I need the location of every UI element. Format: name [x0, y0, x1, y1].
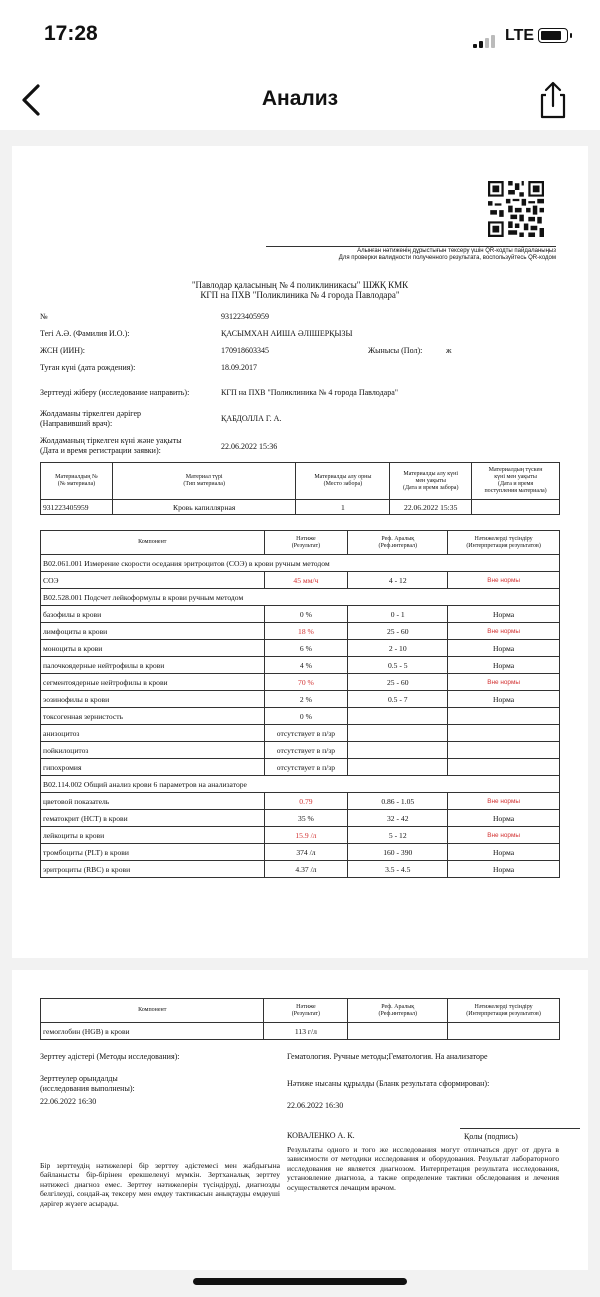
- reference-cell: 4 - 12: [348, 572, 448, 589]
- material-header-cell: Материалдың № (№ материала): [41, 463, 113, 500]
- iin-label: ЖСН (ИИН):: [40, 346, 85, 355]
- interpretation-cell: Вне нормы: [448, 674, 560, 691]
- result-cell: 18 %: [264, 623, 348, 640]
- result-row: [41, 793, 560, 810]
- result-row: [41, 759, 560, 776]
- component-cell: анизоцитоз: [41, 725, 265, 742]
- qr-code[interactable]: [488, 181, 544, 237]
- dob-label: Туған күні (дата рождения):: [40, 363, 136, 372]
- result-cell: отсутствует в п/зр: [264, 725, 348, 742]
- result-row: [41, 844, 560, 861]
- result-row: [41, 674, 560, 691]
- disclaimer-kk: Бір зерттеудің нәтижелері бір зерттеу әдістемесі мен жабдығына байланысты бір-бірінен ерекшеленуі мүмкін. Зертханалық зерттеу нәтижесі диагноз емес. Зерттеу нәтижелерін түсіндіруді, диагнозды белгілеуді, сондай-ақ тексеру мен емдеу тактикасын анықтауды емдеуші дәрігер жүзеге асырады.: [40, 1161, 280, 1208]
- result-row: [41, 606, 560, 623]
- material-table: [40, 462, 560, 515]
- results-header-cell: Нәтижелерді түсіндіру (Интерпретация результатов): [448, 531, 560, 555]
- result-row: [41, 640, 560, 657]
- result-cell: 113 г/л: [264, 1023, 348, 1040]
- interpretation-cell: [448, 742, 560, 759]
- reference-cell: 0.86 - 1.05: [348, 793, 448, 810]
- reference-cell: 0.5 - 5: [348, 657, 448, 674]
- component-cell: токсогенная зернистость: [41, 708, 265, 725]
- result-cell: 6 %: [264, 640, 348, 657]
- reference-cell: 5 - 12: [348, 827, 448, 844]
- clock: 17:28: [44, 22, 98, 45]
- section-title: B02.061.001 Измерение скорости оседания эритроцитов (СОЭ) в крови ручным методом: [41, 555, 560, 572]
- results-header-cell: Компонент: [41, 531, 265, 555]
- interpretation-cell: Норма: [448, 606, 560, 623]
- component-cell: сегментоядерные нейтрофилы в крови: [41, 674, 265, 691]
- result-row: [41, 572, 560, 589]
- material-cell: [472, 500, 560, 515]
- reference-cell: 3.5 - 4.5: [348, 861, 448, 878]
- reference-cell: 32 - 42: [348, 810, 448, 827]
- sent-to-value: КГП на ПХВ "Поликлиника № 4 города Павлодара": [221, 388, 399, 397]
- component-cell: тромбоциты (PLT) в крови: [41, 844, 265, 861]
- disclaimer-ru: Результаты одного и того же исследования могут отличаться друг от друга в зависимости от методики исследования и оборудования. Результат лабораторного исследования не является диагнозом. Интерпретация результата исследования, установление диагноза, а также определение тактики обследования и лечения осуществляется лечащим врачом.: [287, 1145, 559, 1192]
- interpretation-cell: Норма: [448, 657, 560, 674]
- interpretation-cell: Вне нормы: [448, 793, 560, 810]
- component-cell: гематокрит (HCT) в крови: [41, 810, 265, 827]
- interpretation-cell: Норма: [448, 640, 560, 657]
- document-page-1: [12, 146, 588, 958]
- component-cell: гипохромия: [41, 759, 265, 776]
- interpretation-cell: [448, 708, 560, 725]
- component-cell: гемоглобин (HGB) в крови: [41, 1023, 264, 1040]
- material-table-row: [41, 500, 560, 515]
- result-row: [41, 691, 560, 708]
- component-cell: пойкилоцитоз: [41, 742, 265, 759]
- results-table-body: [41, 555, 560, 878]
- home-indicator[interactable]: [193, 1278, 407, 1285]
- doctor-value: ҚАБДОЛЛА Г. А.: [221, 414, 282, 423]
- material-number-value: 931223405959: [221, 312, 269, 321]
- doctor-label-kk: Жолдаманы тіркелген дәрігер: [40, 409, 142, 418]
- reference-cell: [348, 759, 448, 776]
- results-header-cell: Компонент: [41, 999, 264, 1023]
- result-row: [41, 742, 560, 759]
- result-row: [41, 657, 560, 674]
- result-row: [41, 1023, 560, 1040]
- interpretation-cell: Норма: [448, 844, 560, 861]
- result-cell: отсутствует в п/зр: [264, 759, 348, 776]
- result-cell: 0.79: [264, 793, 348, 810]
- interpretation-cell: Вне нормы: [448, 572, 560, 589]
- result-cell: 0 %: [264, 708, 348, 725]
- component-cell: эритроциты (RBC) в крови: [41, 861, 265, 878]
- page-title: Анализ: [261, 87, 339, 110]
- results-table-continued: [40, 998, 560, 1040]
- dob-value: 18.09.2017: [221, 363, 257, 372]
- result-cell: 70 %: [264, 674, 348, 691]
- done-label-kk: Зерттеулер орындалды: [40, 1074, 118, 1083]
- results-table-header: [41, 531, 560, 555]
- material-header-cell: Материалдың түскен күні мен уақыты (Дата и время поступления материала): [472, 463, 560, 500]
- material-header-cell: Материалды алу орны (Место забора): [296, 463, 390, 500]
- methods-value: Гематология. Ручные методы;Гематология. На анализаторе: [287, 1052, 488, 1061]
- component-cell: цветовой показатель: [41, 793, 265, 810]
- result-cell: 4 %: [264, 657, 348, 674]
- document-page-2: [12, 970, 588, 1270]
- reference-cell: [348, 725, 448, 742]
- results-header-cell: Нәтижелерді түсіндіру (Интерпретация результатов): [448, 999, 560, 1023]
- reference-cell: 25 - 60: [348, 674, 448, 691]
- section-title: B02.528.001 Подсчет лейкоформулы в крови ручным методом: [41, 589, 560, 606]
- cellular-signal-icon: [473, 30, 497, 48]
- registration-label-ru: (Дата и время регистрации заявки):: [40, 446, 161, 455]
- reference-cell: 25 - 60: [348, 623, 448, 640]
- signature-line: [460, 1128, 580, 1129]
- section-row: [41, 589, 560, 606]
- status-bar: [0, 0, 600, 70]
- qr-note-kk: Алынған нәтиженің дұрыстығын тексеру үшін QR-кодты пайдаланыңыз: [266, 246, 556, 254]
- results-table-body: [41, 1023, 560, 1040]
- result-cell: 35 %: [264, 810, 348, 827]
- interpretation-cell: Вне нормы: [448, 827, 560, 844]
- component-cell: эозинофилы в крови: [41, 691, 265, 708]
- reference-cell: 2 - 10: [348, 640, 448, 657]
- interpretation-cell: Норма: [448, 691, 560, 708]
- component-cell: лимфоциты в крови: [41, 623, 265, 640]
- result-cell: отсутствует в п/зр: [264, 742, 348, 759]
- results-table: [40, 530, 560, 878]
- qr-note-ru: Для проверки валидности полученного результата, воспользуйтесь QR-кодом: [338, 255, 556, 261]
- doctor-label-ru: (Направивший врач):: [40, 419, 113, 428]
- reference-cell: [348, 708, 448, 725]
- result-cell: 374 /л: [264, 844, 348, 861]
- result-row: [41, 827, 560, 844]
- reference-cell: 0 - 1: [348, 606, 448, 623]
- result-row: [41, 623, 560, 640]
- component-cell: моноциты в крови: [41, 640, 265, 657]
- signature-label: Қолы (подпись): [464, 1132, 518, 1141]
- result-cell: 45 мм/ч: [264, 572, 348, 589]
- component-cell: базофилы в крови: [41, 606, 265, 623]
- navigation-bar: [0, 70, 600, 130]
- interpretation-cell: Норма: [448, 861, 560, 878]
- material-number-label: №: [40, 312, 48, 321]
- done-label-ru: (исследования выполнены):: [40, 1084, 135, 1093]
- results-header-cell: Реф. Аралық (Реф.интервал): [348, 999, 448, 1023]
- section-row: [41, 776, 560, 793]
- interpretation-cell: Вне нормы: [448, 623, 560, 640]
- interpretation-cell: [448, 725, 560, 742]
- material-cell: Кровь капиллярная: [112, 500, 296, 515]
- results-table-header: [41, 999, 560, 1023]
- component-cell: лейкоциты в крови: [41, 827, 265, 844]
- result-cell: 4.37 /л: [264, 861, 348, 878]
- component-cell: СОЭ: [41, 572, 265, 589]
- patient-name-label: Тегі А.Ә. (Фамилия И.О.):: [40, 329, 130, 338]
- result-cell: 2 %: [264, 691, 348, 708]
- result-row: [41, 725, 560, 742]
- battery-icon: [538, 28, 568, 43]
- interpretation-cell: [448, 759, 560, 776]
- component-cell: палочкоядерные нейтрофилы в крови: [41, 657, 265, 674]
- material-cell: 1: [296, 500, 390, 515]
- reference-cell: 0.5 - 7: [348, 691, 448, 708]
- network-type: LTE: [505, 27, 535, 44]
- material-header-cell: Материалды алу күні мен уақыты (Дата и время забора): [390, 463, 472, 500]
- result-row: [41, 810, 560, 827]
- results-header-cell: Нәтиже (Результат): [264, 999, 348, 1023]
- sent-to-label: Зерттеуді жіберу (исследование направить):: [40, 388, 190, 397]
- iin-value: 170918603345: [221, 346, 269, 355]
- blank-formed-label: Нәтиже нысаны құрылды (Бланк результата сформирован):: [287, 1079, 490, 1088]
- result-row: [41, 708, 560, 725]
- material-header-cell: Материал түрі (Тип материала): [112, 463, 296, 500]
- reference-cell: [348, 742, 448, 759]
- result-row: [41, 861, 560, 878]
- sex-value: ж: [446, 346, 452, 355]
- reference-cell: [348, 1023, 448, 1040]
- reference-cell: 160 - 390: [348, 844, 448, 861]
- blank-formed-value: 22.06.2022 16:30: [287, 1101, 344, 1110]
- executor-name: КОВАЛЕНКО А. К.: [287, 1131, 355, 1140]
- result-cell: 0 %: [264, 606, 348, 623]
- done-value: 22.06.2022 16:30: [40, 1097, 97, 1106]
- interpretation-cell: [448, 1023, 560, 1040]
- patient-name-value: ҚАСЫМХАН АИША ӘЛІШЕРҚЫЗЫ: [221, 329, 353, 338]
- section-row: [41, 555, 560, 572]
- organization-name-kk: "Павлодар қаласының № 4 поликлиникасы" ШЖҚ КМК: [191, 280, 409, 290]
- sex-label: Жынысы (Пол):: [368, 346, 423, 355]
- section-title: B02.114.002 Общий анализ крови 6 параметров на анализаторе: [41, 776, 560, 793]
- material-cell: 931223405959: [41, 500, 113, 515]
- material-cell: 22.06.2022 15:35: [390, 500, 472, 515]
- material-table-header: [41, 463, 560, 500]
- results-header-cell: Реф. Аралық (Реф.интервал): [348, 531, 448, 555]
- result-cell: 15.9 /л: [264, 827, 348, 844]
- results-header-cell: Нәтиже (Результат): [264, 531, 348, 555]
- methods-label: Зерттеу әдістері (Методы исследования):: [40, 1052, 180, 1061]
- share-icon[interactable]: [534, 80, 572, 120]
- registration-value: 22.06.2022 15:36: [221, 442, 278, 451]
- registration-label-kk: Жолдаманың тіркелген күні және уақыты: [40, 436, 182, 445]
- interpretation-cell: Норма: [448, 810, 560, 827]
- organization-name-ru: КГП на ПХВ "Поликлиника № 4 города Павлодара": [200, 290, 400, 300]
